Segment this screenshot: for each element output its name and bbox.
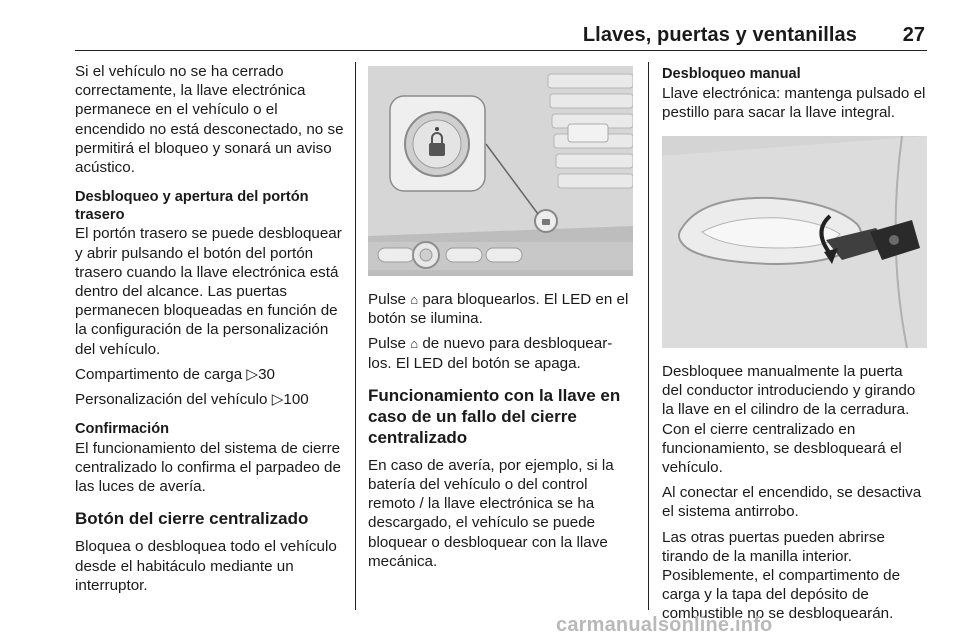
lock-icon: ⌂ — [410, 336, 419, 352]
intro-paragraph: Si el vehículo no se ha cerrado correctamente, la llave electrónica permanece en el vehículo o el encendido no está desconectado, no se permitirá el bloqueo y sonará un aviso acústico. — [75, 63, 344, 177]
manual-unlock-heading: Desbloqueo manual — [662, 66, 801, 82]
cross-reference-personalization — [75, 390, 345, 409]
confirmation-heading: Confirmación — [75, 421, 170, 438]
arrow-ref-icon — [268, 391, 284, 408]
column-2 — [368, 62, 633, 577]
confirmation-text: El funcionamiento del sistema de cierre centralizado lo confirma el parpadeo de las luces de avería. — [75, 439, 341, 496]
unlock-tailgate-heading: Desbloqueo y apertura del portón trasero — [75, 189, 309, 223]
key-failure-heading: Funcionamiento con la llave en caso de un fallo del cierre centralizado — [368, 385, 621, 447]
lock-icon: ⌂ — [410, 292, 419, 307]
press-lock-text-b: para bloquearlos. El LED en el botón se ilumina. — [368, 291, 629, 328]
press-lock-text-a: Pulse — [368, 291, 406, 308]
cross-reference-cargo-text: Compartimento de carga — [75, 365, 243, 383]
page-title: Llaves, puertas y ventanillas — [582, 24, 857, 46]
page-number: 27 — [902, 24, 925, 46]
manual-unlock-paragraph-1: Desbloquee manualmente la puerta del conductor introduciendo y girando la llave en el cilindro de la cerradura. Con el cierre centralizado en funcionamiento, se desbloqueará el vehículo. — [662, 363, 916, 477]
press-lock-text — [368, 290, 633, 328]
page-header — [75, 22, 927, 51]
central-lock-button-illustration — [368, 66, 633, 276]
key-failure-text: En caso de avería, por ejemplo, si la batería del vehículo o del control remoto / la llave electrónica se ha descargado, el vehículo se puede bloquear o desbloquear con la llave mecánica. — [368, 456, 614, 570]
cross-reference-personalization-text: Personalización del vehículo — [75, 391, 268, 409]
press-unlock-text — [368, 334, 633, 372]
manual-unlock-paragraph-2: Al conectar el encendido, se desactiva el sistema antirrobo. — [662, 484, 922, 521]
arrow-ref-icon — [242, 366, 258, 383]
column-3 — [662, 62, 927, 630]
door-key-illustration — [662, 136, 927, 348]
press-unlock-text-a: Pulse — [368, 335, 406, 353]
manual-unlock-paragraph-3: Las otras puertas pueden abrirse tirando de la manilla interior. Posiblemente, el compartimento de carga y la tapa del depósito de combustible no se desbloquearán. — [662, 528, 901, 623]
watermark: carmanualsonline.info — [556, 614, 773, 636]
unlock-tailgate-text: El portón trasero se puede desbloquear y abrir pulsando el botón del portón trasero cuando la llave electrónica está dentro del alcance. Las puertas permanecen bloqueadas en función de la configuración de la personalización del vehículo. — [75, 225, 342, 358]
column-1 — [75, 62, 345, 601]
column-divider-2 — [648, 62, 649, 610]
cross-reference-cargo — [75, 365, 345, 384]
column-divider-1 — [355, 62, 356, 610]
central-lock-button-heading: Botón del cierre centralizado — [75, 509, 309, 529]
cross-reference-personalization-page: 100 — [283, 391, 309, 409]
press-unlock-text-b: de nuevo para desbloquear-los. El LED del botón se apaga. — [368, 335, 613, 372]
cross-reference-cargo-page: 30 — [258, 365, 275, 383]
central-lock-button-text: Bloquea o desbloquea todo el vehículo desde el habitáculo mediante un interruptor. — [75, 538, 337, 594]
manual-unlock-text: Llave electrónica: mantenga pulsado el pestillo para sacar la llave integral. — [662, 84, 926, 121]
